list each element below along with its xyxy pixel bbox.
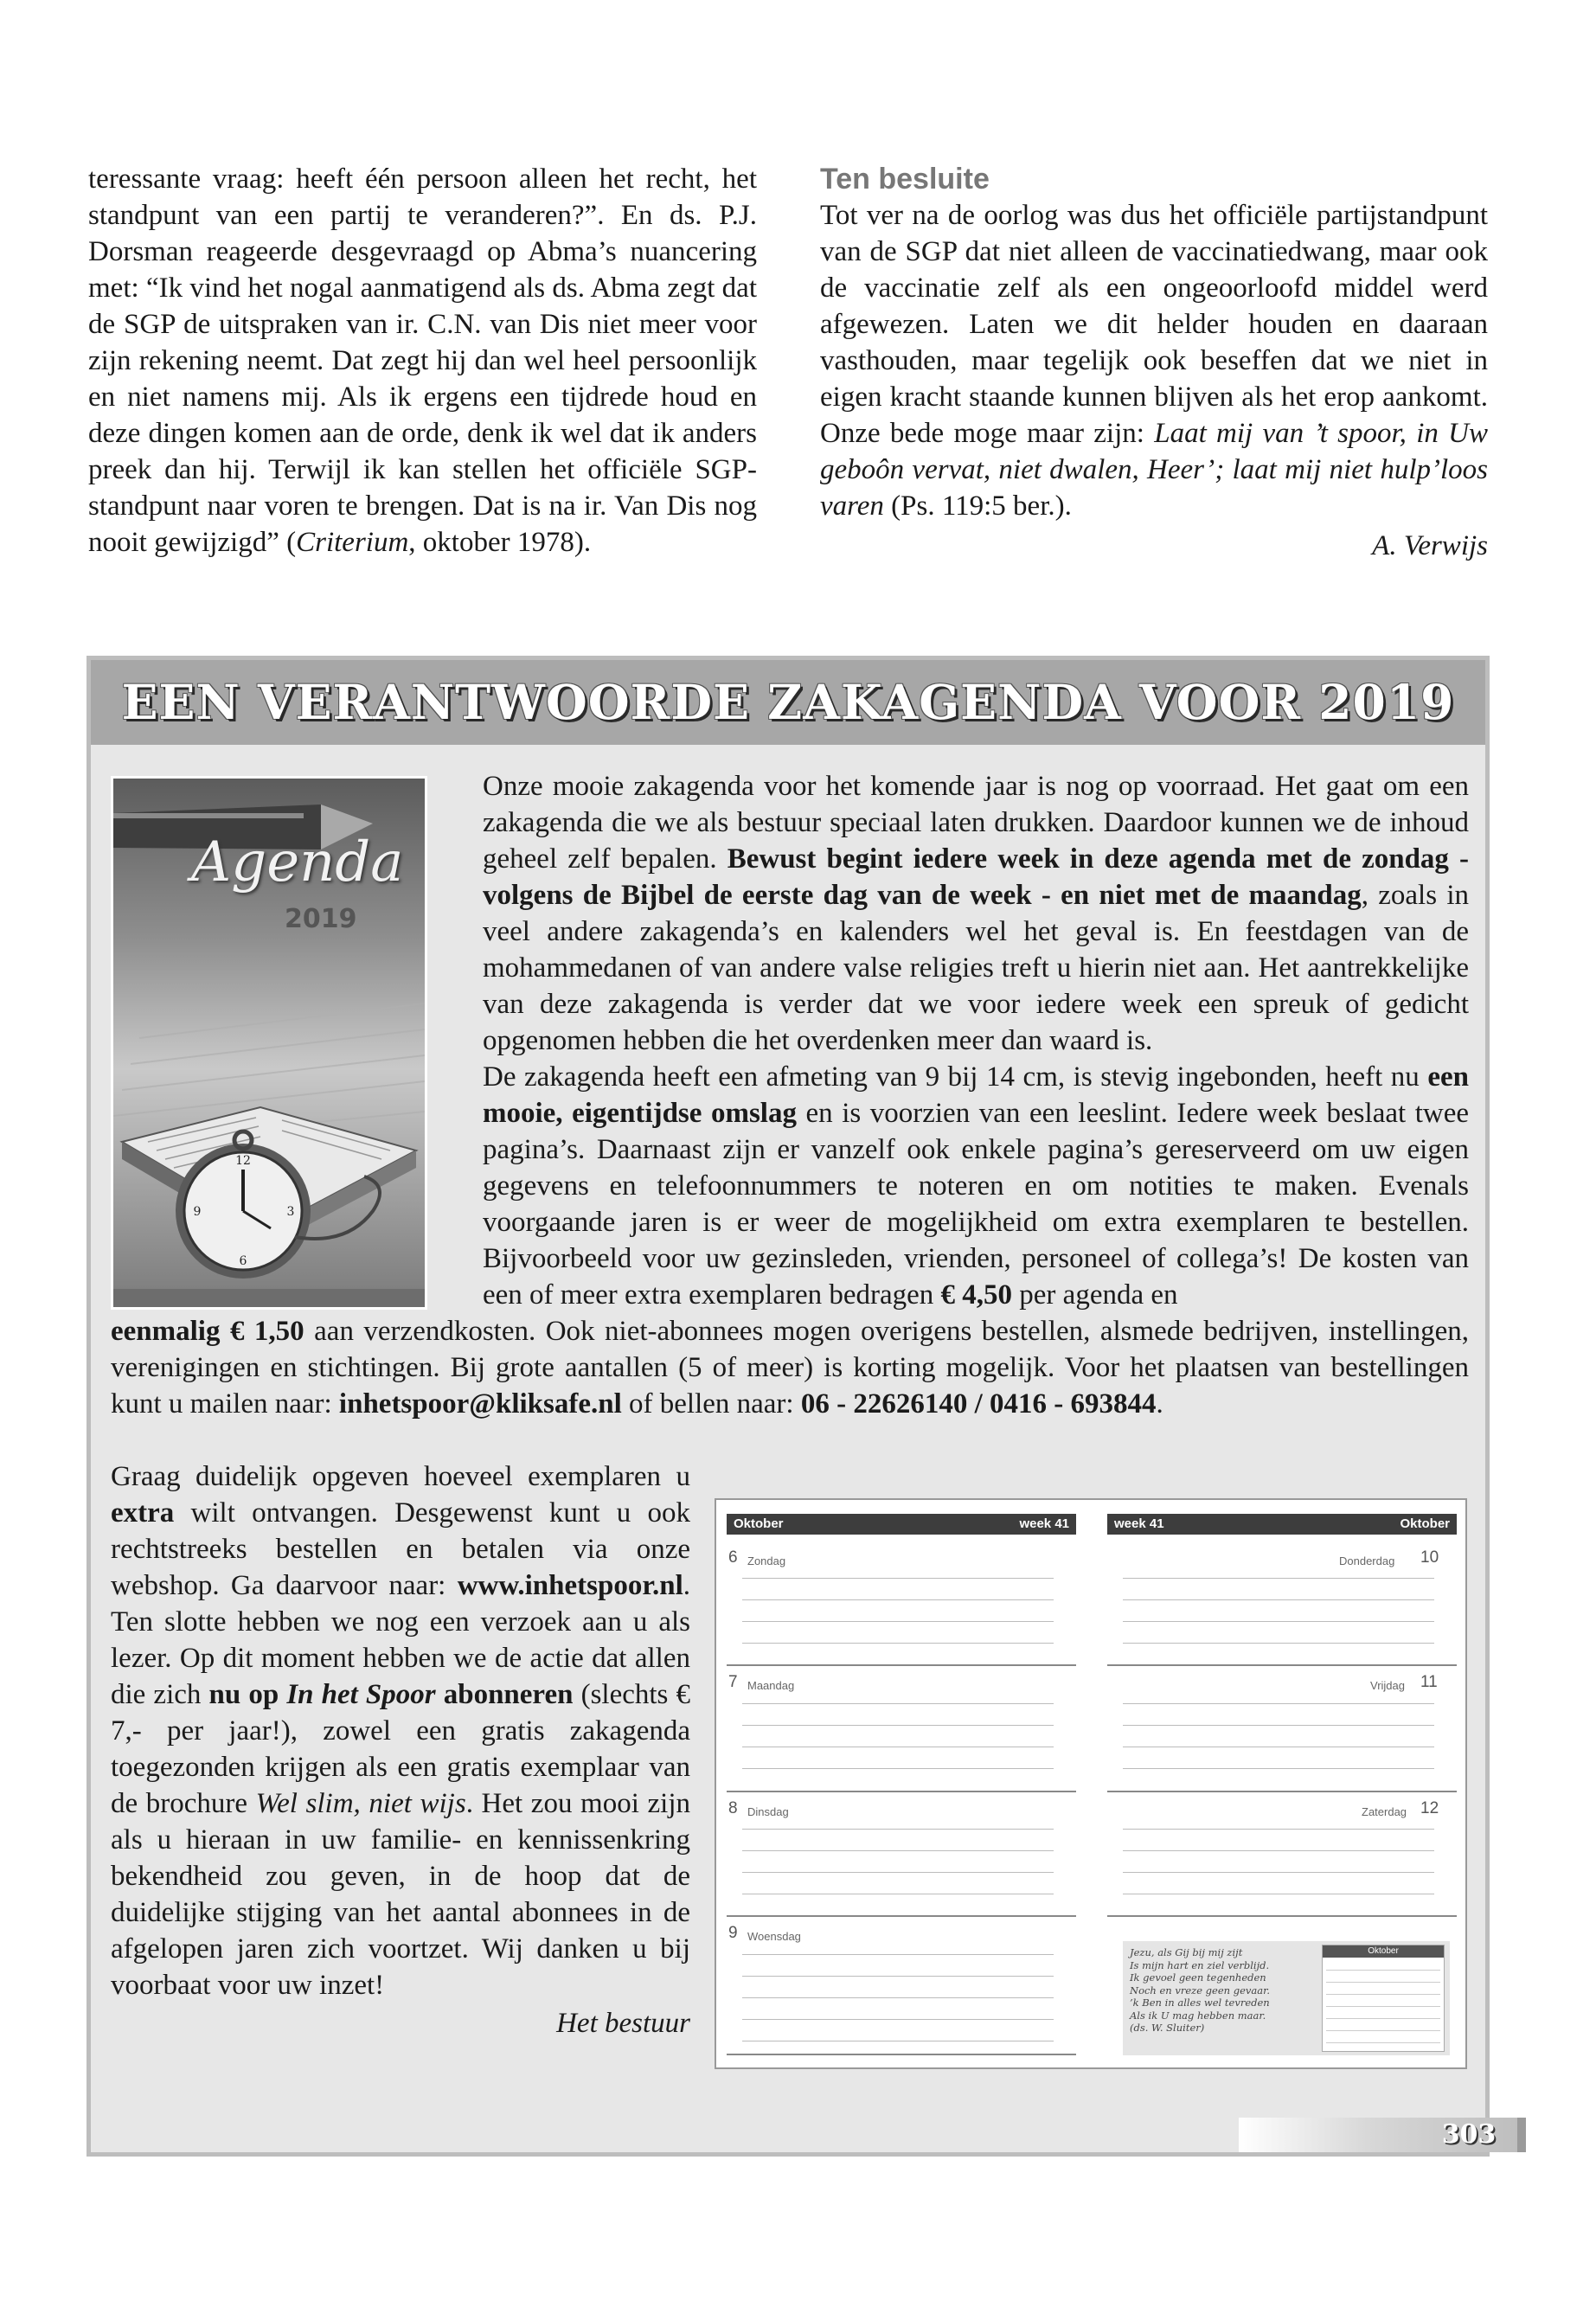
day-number: 10 bbox=[1420, 1548, 1439, 1567]
writing-line bbox=[1123, 1643, 1434, 1644]
right-week: week 41 bbox=[1114, 1516, 1164, 1531]
quote-line: Noch en vreze geen gevaar. bbox=[1130, 1984, 1270, 1997]
writing-line bbox=[742, 1725, 1054, 1726]
svg-text:9: 9 bbox=[193, 1205, 202, 1219]
p3-text-c: . bbox=[1156, 1388, 1163, 1420]
svg-text:12: 12 bbox=[235, 1154, 251, 1168]
quote-line: Is mijn hart en ziel verblijd. bbox=[1130, 1958, 1270, 1971]
agenda-description bbox=[483, 768, 1469, 1313]
day-separator bbox=[727, 1664, 1076, 1666]
conclusion-end: (Ps. 119:5 ber.). bbox=[883, 490, 1072, 522]
day-separator bbox=[1107, 1791, 1457, 1792]
day-separator bbox=[727, 1915, 1076, 1917]
mini-calendar-row bbox=[1326, 2042, 1440, 2043]
p4-text-c: . Ten slotte hebben we nog een verzoek aan u als lezer. Op dit moment hebben we de actie dat allen die zich bbox=[111, 1570, 690, 1710]
article-continuation bbox=[88, 161, 757, 561]
cover-title: Agenda bbox=[191, 830, 404, 894]
diary-right-header bbox=[1107, 1514, 1457, 1535]
svg-text:3: 3 bbox=[286, 1205, 295, 1219]
left-week: week 41 bbox=[1019, 1516, 1069, 1531]
day-separator bbox=[1107, 1664, 1457, 1666]
writing-line bbox=[742, 1643, 1054, 1644]
p4-extra: extra bbox=[111, 1497, 175, 1529]
agenda-cover-image bbox=[111, 776, 427, 1310]
day-number: 7 bbox=[728, 1673, 738, 1691]
order-phone: 06 - 22626140 / 0416 - 693844 bbox=[800, 1388, 1157, 1420]
writing-line bbox=[742, 1997, 1054, 1998]
page-bottom-line bbox=[727, 2054, 1076, 2055]
day-name: Dinsdag bbox=[747, 1805, 789, 1818]
writing-line bbox=[742, 1829, 1054, 1830]
mini-calendar-row bbox=[1326, 2018, 1440, 2019]
psalm-quote: Laat mij van ’t spoor, in Uw geboôn vervat, niet dwalen, Heer’; laat mij niet hulp’loos varen bbox=[820, 418, 1488, 522]
day-name: Donderdag bbox=[1339, 1554, 1395, 1567]
writing-line bbox=[742, 1599, 1054, 1600]
mini-calendar-row bbox=[1326, 2006, 1440, 2007]
mini-calendar-title: Oktober bbox=[1323, 1945, 1444, 1958]
page-number-accent bbox=[1517, 2118, 1526, 2152]
board-signature: Het bestuur bbox=[556, 2008, 690, 2039]
day-number: 8 bbox=[728, 1799, 738, 1817]
webshop-link[interactable]: www.inhetspoor.nl bbox=[457, 1570, 683, 1601]
p1-text-a: Onze mooie zakagenda voor het komende jaar is nog op voorraad. Het gaat om een zakagenda die we als bestuur speciaal laten drukken. Daardoor kunnen we de inhoud geheel zelf bepalen. bbox=[483, 771, 1469, 875]
writing-line bbox=[742, 1703, 1054, 1704]
diary-sample bbox=[715, 1498, 1467, 2069]
day-name: Vrijdag bbox=[1370, 1679, 1405, 1692]
writing-line bbox=[742, 1976, 1054, 1977]
magazine-name: In het Spoor bbox=[286, 1679, 436, 1710]
writing-line bbox=[1123, 1599, 1434, 1600]
mini-calendar-row bbox=[1326, 2030, 1440, 2031]
writing-line bbox=[1123, 1872, 1434, 1873]
writing-line bbox=[1123, 1768, 1434, 1769]
left-month: Oktober bbox=[734, 1516, 784, 1531]
day-number: 12 bbox=[1420, 1799, 1439, 1817]
p2-text-b: en is voorzien van een leeslint. Iedere week beslaat twee pagina’s. Daarnaast zijn er vanzelf ook enkele pagina’s gereserveerd om uw eigen gegevens en telefoonnummers te noteren en om notities te maken. Evenals voorgaande jaren is er weer de mogelijkheid om extra exemplaren te bestellen. Bijvoorbeeld voor uw gezinsleden, vrienden, personeel of collega’s! De kosten van een of meer extra exemplaren bedragen bbox=[483, 1098, 1469, 1311]
quote-line: (ds. W. Sluiter) bbox=[1130, 2022, 1205, 2034]
agenda-title: EEN VERANTWOORDE ZAKAGENDA VOOR 2019 bbox=[121, 674, 1455, 730]
day-number: 11 bbox=[1420, 1673, 1438, 1691]
day-number: 9 bbox=[728, 1924, 738, 1942]
section-heading: Ten besluite bbox=[820, 163, 990, 195]
conclusion-text bbox=[820, 197, 1488, 524]
mini-calendar bbox=[1322, 1945, 1445, 2052]
p3-text-b: of bellen naar: bbox=[621, 1388, 801, 1420]
writing-line bbox=[742, 1768, 1054, 1769]
subscription-info bbox=[111, 1458, 690, 2041]
writing-line bbox=[1123, 1703, 1434, 1704]
writing-line bbox=[1123, 1578, 1434, 1579]
p4-text-a: Graag duidelijk opgeven hoeveel exemplaren u bbox=[111, 1461, 690, 1492]
writing-line bbox=[742, 1578, 1054, 1579]
day-separator bbox=[727, 1791, 1076, 1792]
p2-text-a: De zakagenda heeft een afmeting van 9 bij 14 cm, is stevig ingebonden, heeft nu bbox=[483, 1061, 1428, 1093]
p2-text-c: per agenda en bbox=[1012, 1279, 1178, 1311]
p1-text-b: , zoals in veel andere zakagenda’s en kalenders wel het geval is. En feestdagen van de mohammedanen of van andere valse religies treft u hierin niet aan. Het aantrekkelijke van deze zakagenda is verder dat we voor iedere week een spreuk of gedicht opgenomen hebben die het overdenken meer dan waard is. bbox=[483, 880, 1470, 1056]
brochure-title: Wel slim, niet wijs bbox=[255, 1788, 466, 1819]
mini-calendar-row bbox=[1326, 1994, 1440, 1995]
right-month: Oktober bbox=[1400, 1516, 1450, 1531]
mini-calendar-row bbox=[1326, 1970, 1440, 1971]
p4-text-b: wilt ontvangen. Desgewenst kunt u ook rechtstreeks bestellen en betalen via onze webshop. Ga daarvoor naar: bbox=[111, 1497, 690, 1601]
day-number: 6 bbox=[728, 1548, 738, 1567]
p3-text-a: aan verzendkosten. Ook niet-abonnees mogen overigens bestellen, alsmede bedrijven, instellingen, verenigingen en stichtingen. Bij grote aantallen (5 of meer) is korting mogelijk. Voor het plaatsen van bestellingen kunt u mailen naar: bbox=[111, 1316, 1469, 1420]
page-number: 303 bbox=[1441, 2119, 1497, 2150]
p1-bold: Bewust begint iedere week in deze agenda met de zondag - volgens de Bijbel de eerste dag van de week - en niet met de maandag bbox=[483, 843, 1470, 911]
day-name: Zondag bbox=[747, 1554, 786, 1567]
quote-line: Jezu, als Gij bij mij zijt bbox=[1130, 1946, 1243, 1958]
conclusion-section bbox=[820, 161, 1488, 564]
quote-line: Als ik U mag hebben maar. bbox=[1130, 2009, 1266, 2022]
writing-line bbox=[1123, 1621, 1434, 1622]
quote-line: Ik gevoel geen tegenheden bbox=[1130, 1971, 1266, 1984]
writing-line bbox=[742, 1872, 1054, 1873]
day-name: Maandag bbox=[747, 1679, 795, 1692]
cover-year: 2019 bbox=[285, 904, 357, 934]
day-name: Zaterdag bbox=[1362, 1805, 1407, 1818]
criterium-italic: Criterium bbox=[296, 527, 409, 558]
writing-line bbox=[742, 2019, 1054, 2020]
p4-bold: nu op bbox=[208, 1679, 287, 1710]
day-separator bbox=[1107, 1915, 1457, 1917]
weekly-quote bbox=[1130, 1946, 1311, 2035]
writing-line bbox=[742, 1850, 1054, 1851]
day-name: Woensdag bbox=[747, 1930, 801, 1943]
price-agenda: € 4,50 bbox=[940, 1279, 1013, 1311]
author-signature: A. Verwijs bbox=[1372, 530, 1488, 561]
left-column-text: teressante vraag: heeft één persoon alleen het recht, het standpunt van een partij te veranderen?”. En ds. P.J. Dorsman reageerde desgevraagd op Abma’s nuancering met: “Ik vind het nogal aanmatigend als ds. Abma zegt dat de SGP de uitspraken van ir. C.N. van Dis niet meer voor zijn rekening neemt. Dat zegt hij dan wel heel persoonlijk en niet namens mij. Als ik ergens een tijdrede houd en deze dingen komen aan de orde, denk ik wel dat ik anders preek dan hij. Terwijl ik kan stellen het officiële SGP-standpunt naar voren te brengen. Dat is na ir. Van Dis nog nooit gewijzigd” ( bbox=[88, 163, 757, 558]
diary-left-header bbox=[727, 1514, 1076, 1535]
order-info bbox=[111, 1313, 1469, 1422]
p4-text-e: . Het zou mooi zijn als u hieraan in uw familie- en kennissenkring bekendheid zou geven, in de hoop dat de duidelijke stijging van het aantal abonnees in de afgelopen jaren zich voortzet. Wij danken u bij voorbaat voor uw inzet! bbox=[111, 1788, 690, 2001]
order-email-link[interactable]: inhetspoor@kliksafe.nl bbox=[338, 1388, 622, 1420]
mini-calendar-row bbox=[1326, 1982, 1440, 1983]
p4-text-d: (slechts € 7,- per jaar!), zowel een gratis zakagenda toegezonden krijgen als een gratis exemplaar van de brochure bbox=[111, 1679, 691, 1819]
conclusion-body: Tot ver na de oorlog was dus het officiële partijstandpunt van de SGP dat niet alleen de vaccinatiedwang, maar ook de vaccinatie zelf als een ongeoorloofd middel werd afgewezen. Laten we dit helder houden en daaraan vasthouden, maar tegelijk ook beseffen dat we niet in eigen kracht staande kunnen blijven als het erop aankomt. Onze bede moge maar zijn: bbox=[820, 200, 1488, 449]
p4-bold2: abonneren bbox=[435, 1679, 574, 1710]
writing-line bbox=[742, 1621, 1054, 1622]
writing-line bbox=[742, 1954, 1054, 1955]
svg-text:6: 6 bbox=[239, 1254, 247, 1268]
p2-bold: een mooie, eigentijdse omslag bbox=[483, 1061, 1469, 1129]
left-column-end: , oktober 1978). bbox=[408, 527, 592, 558]
writing-line bbox=[1123, 1725, 1434, 1726]
writing-line bbox=[1123, 1829, 1434, 1830]
shipping-cost: eenmalig € 1,50 bbox=[111, 1316, 304, 1347]
writing-line bbox=[1123, 1850, 1434, 1851]
quote-line: ’k Ben in alles wel tevreden bbox=[1130, 1997, 1270, 2009]
